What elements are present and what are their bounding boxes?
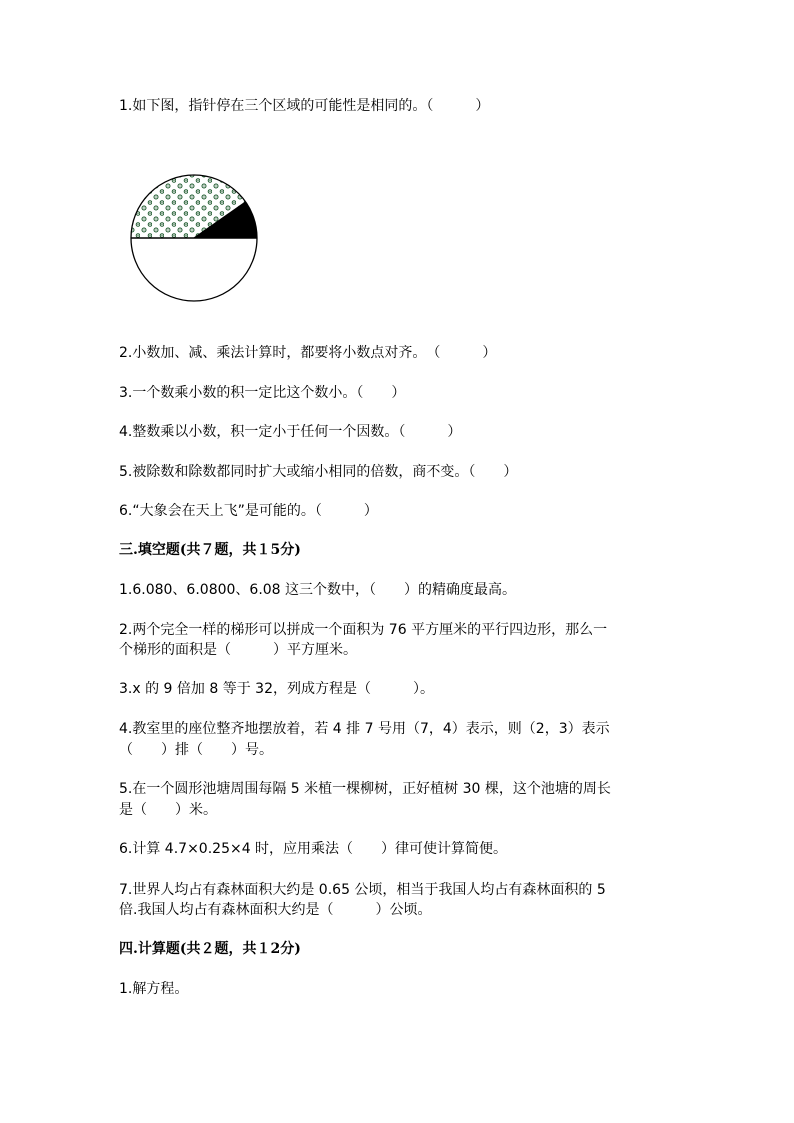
question-2-text: 2.小数加、减、乘法计算时，都要将小数点对齐。 （ ） (119, 345, 497, 361)
fill-question-5-line-1: 5.在一个圆形池塘周围每隔 5 米植一棵柳树，正好植树 30 棵，这个池塘的周长 (119, 781, 611, 797)
fill-question-7-line-2: 倍.我国人均占有森林面积大约是（ ）公顷。 (119, 902, 432, 918)
fill-question-4-line-2: （ ）排（ ）号。 (119, 742, 273, 758)
fill-question-2-line-1: 2.两个完全一样的梯形可以拼成一个面积为 76 平方厘米的平行四边形，那么一 (119, 622, 608, 638)
question-6-text: 6.“大象会在天上飞”是可能的。（ ） (119, 503, 378, 519)
spinner-figure (128, 172, 262, 310)
question-4-text: 4.整数乘以小数，积一定小于任何一个因数。（ ） (119, 424, 462, 440)
section-3-heading: 三.填空题(共７题，共１5分) (119, 542, 301, 558)
fill-question-1: 1.6.080、6.0800、6.08 这三个数中，（ ）的精确度最高。 (119, 582, 517, 598)
fill-question-7-line-1: 7.世界人均占有森林面积大约是 0.65 公顷，相当于我国人均占有森林面积的 5 (119, 882, 606, 898)
spinner-circle-diagram (128, 172, 262, 306)
question-5-text: 5.被除数和除数都同时扩大或缩小相同的倍数，商不变。（ ） (119, 464, 518, 480)
fill-question-2-line-2: 个梯形的面积是（ ）平方厘米。 (119, 642, 357, 658)
calc-question-1: 1.解方程。 (119, 981, 189, 997)
question-3-text: 3.一个数乘小数的积一定比这个数小。（ ） (119, 385, 406, 401)
fill-question-4-line-1: 4.教室里的座位整齐地摆放着，若 4 排 7 号用（7，4）表示，则（2，3）表示 (119, 721, 610, 737)
section-4-heading: 四.计算题(共２题，共１2分) (119, 941, 301, 957)
fill-question-6: 6.计算 4.7×0.25×4 时，应用乘法（ ）律可使计算简便。 (119, 841, 508, 857)
fill-question-5-line-2: 是（ ）米。 (119, 802, 217, 818)
fill-question-3: 3.x 的 9 倍加 8 等于 32，列成方程是（ ）。 (119, 681, 434, 697)
question-1-text: 1.如下图，指针停在三个区域的可能性是相同的。（ ） (119, 98, 490, 114)
